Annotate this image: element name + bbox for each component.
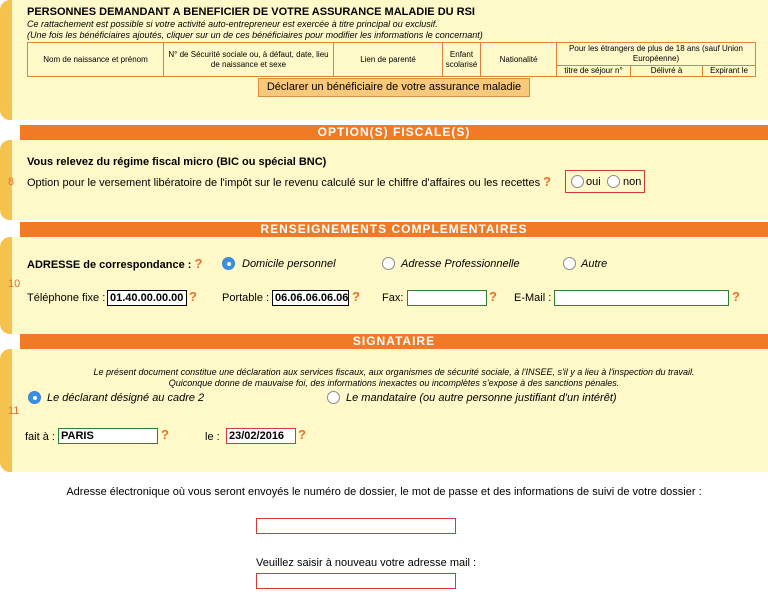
telephone-input[interactable]: 01.40.00.00.00 bbox=[107, 290, 187, 306]
col-nationalite: Nationalité bbox=[481, 43, 557, 77]
col-lien: Lien de parenté bbox=[334, 43, 443, 77]
contact-email-input[interactable] bbox=[256, 518, 456, 534]
help-icon[interactable]: ? bbox=[298, 427, 306, 442]
radio-domicile[interactable] bbox=[222, 257, 235, 270]
confirm-email-input[interactable] bbox=[256, 573, 456, 589]
col-expirant: Expirant le bbox=[703, 65, 756, 76]
adresse-label bbox=[27, 258, 202, 271]
renseignements-panel bbox=[0, 237, 768, 334]
email-prompt: Adresse électronique où vous seront envoyés le numéro de dossier, le mot de passe et des informations de suivi de votre dossier : bbox=[66, 486, 702, 498]
radio-autre[interactable] bbox=[563, 257, 576, 270]
radio-adresse-pro-label: Adresse Professionnelle bbox=[401, 258, 520, 270]
fiscal-option-text: Option pour le versement libératoire de l'impôt sur le revenu calculé sur le chiffre d'affaires ou les recettes bbox=[27, 177, 541, 189]
legal-text-2: Quiconque donne de mauvaise foi, des informations inexactes ou incomplètes s'expose à des sanctions pénales. bbox=[168, 378, 620, 388]
col-titre: titre de séjour n° bbox=[557, 65, 631, 76]
renseignements-banner: RENSEIGNEMENTS COMPLEMENTAIRES bbox=[20, 222, 768, 237]
radio-autre-label: Autre bbox=[581, 258, 608, 270]
rsi-note1: Ce rattachement est possible si votre activité auto-entrepreneur est exercée à titre principal ou exclusif. bbox=[27, 19, 438, 29]
date-label: le : bbox=[205, 431, 220, 443]
help-icon[interactable]: ? bbox=[732, 289, 740, 304]
col-nom: Nom de naissance et prénom bbox=[28, 43, 164, 77]
section-number-11: 11 bbox=[8, 405, 20, 417]
radio-adresse-pro[interactable] bbox=[382, 257, 395, 270]
col-delivre: Délivré à bbox=[631, 65, 703, 76]
fait-label: fait à : bbox=[25, 431, 55, 443]
email-label: E-Mail : bbox=[514, 292, 552, 304]
help-icon[interactable]: ? bbox=[543, 174, 552, 189]
beneficiaries-table bbox=[27, 42, 756, 77]
radio-mandataire-label: Le mandataire (ou autre personne justifiant d'un intérêt) bbox=[346, 392, 617, 404]
help-icon[interactable]: ? bbox=[352, 289, 360, 304]
help-icon[interactable]: ? bbox=[189, 289, 197, 304]
col-etrangers: Pour les étrangers de plus de 18 ans (sauf Union Européenne) bbox=[557, 43, 756, 66]
radio-oui[interactable] bbox=[571, 175, 584, 188]
legal-text-1: Le présent document constitue une déclaration aux services fiscaux, aux organismes de sécurité sociale, à l'INSEE, s'il y a lieu à l'inspection du travail. bbox=[93, 367, 695, 377]
fiscal-regime: Vous relevez du régime fiscal micro (BIC ou spécial BNC) bbox=[27, 156, 327, 168]
adresse-label-text: ADRESSE de correspondance : bbox=[27, 259, 192, 271]
col-nss: N° de Sécurité sociale ou, à défaut, date, lieu de naissance et sexe bbox=[164, 43, 334, 77]
fiscal-option-label bbox=[27, 176, 551, 189]
radio-declarant[interactable] bbox=[28, 391, 41, 404]
telephone-label: Téléphone fixe : bbox=[27, 292, 106, 304]
help-icon[interactable]: ? bbox=[194, 256, 203, 271]
portable-label: Portable : bbox=[222, 292, 270, 304]
col-enfant: Enfant scolarisé bbox=[443, 43, 481, 77]
fax-label: Fax: bbox=[382, 292, 404, 304]
fiscal-banner: OPTION(S) FISCALE(S) bbox=[20, 125, 768, 140]
fax-input[interactable] bbox=[407, 290, 487, 306]
radio-non[interactable] bbox=[607, 175, 620, 188]
radio-mandataire[interactable] bbox=[327, 391, 340, 404]
portable-input[interactable]: 06.06.06.06.06 bbox=[272, 290, 349, 306]
help-icon[interactable]: ? bbox=[161, 427, 169, 442]
radio-oui-label: oui bbox=[586, 176, 601, 188]
date-input[interactable]: 23/02/2016 bbox=[226, 428, 296, 444]
section-number-10: 10 bbox=[8, 278, 21, 290]
section-number-8: 8 bbox=[8, 176, 15, 188]
radio-non-label: non bbox=[623, 176, 642, 188]
add-beneficiary-button[interactable]: Déclarer un bénéficiaire de votre assurance maladie bbox=[258, 78, 530, 97]
radio-declarant-label: Le déclarant désigné au cadre 2 bbox=[47, 392, 205, 404]
radio-domicile-label: Domicile personnel bbox=[242, 258, 336, 270]
help-icon[interactable]: ? bbox=[489, 289, 497, 304]
signataire-banner: SIGNATAIRE bbox=[20, 334, 768, 349]
rsi-title: PERSONNES DEMANDANT A BENEFICIER DE VOTRE ASSURANCE MALADIE DU RSI bbox=[27, 6, 475, 18]
fait-input[interactable]: PARIS bbox=[58, 428, 158, 444]
email-input[interactable] bbox=[554, 290, 729, 306]
rsi-note2: (Une fois les bénéficiaires ajoutés, cliquer sur un de ces bénéficiaires pour modifier les informations le concernant) bbox=[27, 30, 483, 40]
confirm-prompt: Veuillez saisir à nouveau votre adresse mail : bbox=[256, 557, 477, 569]
